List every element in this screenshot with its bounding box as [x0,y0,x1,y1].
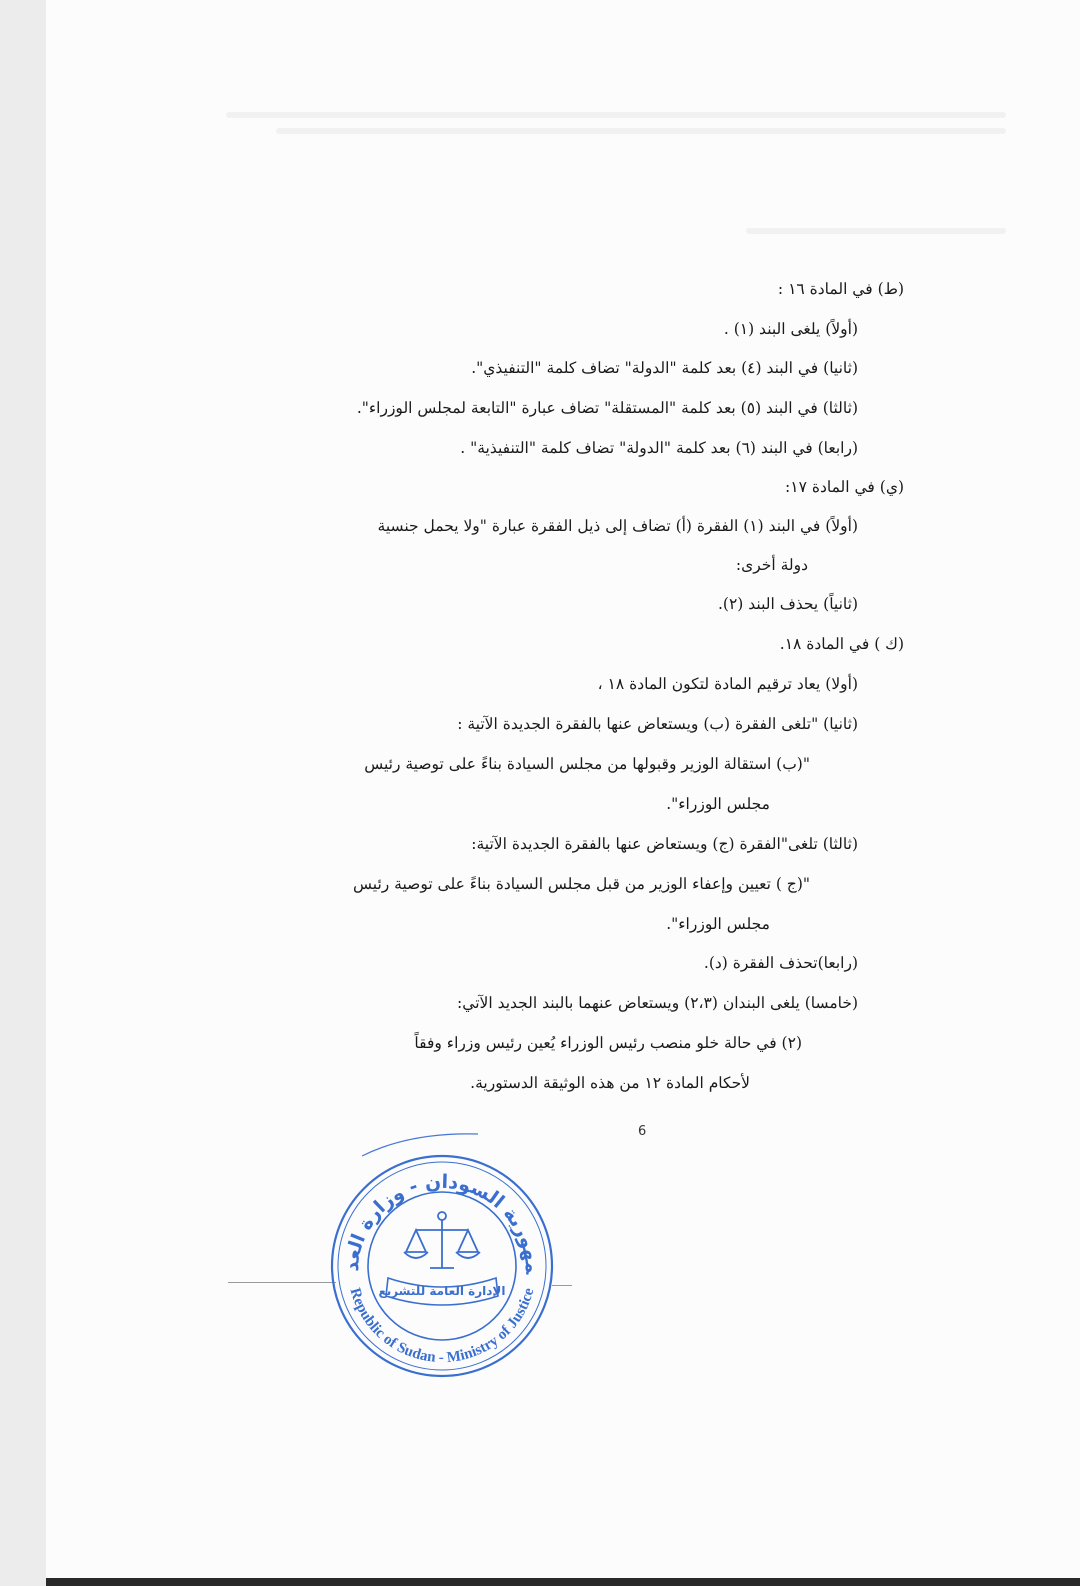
section-k-item-5: (خامسا) يلغى البندان (٢،٣) ويستعاض عنهما بالبند الجديد الآتي: [457,994,858,1012]
stamp-seal [326,1150,558,1382]
section-k-item-1: (أولا) يعاد ترقيم المادة لتكون المادة ١٨ ، [597,675,858,693]
section-y-item-2: (ثانياً) يحذف البند (٢). [717,595,858,613]
scan-bottom-edge [46,1578,1080,1586]
section-t-heading: (ط) في المادة ١٦ : [777,280,904,298]
section-y-item-1-cont: دولة أخرى: [735,556,808,574]
section-k-item-2-para: "(ب) استقالة الوزير وقبولها من مجلس السيادة بناءً على توصية رئيس [364,755,810,773]
section-k-item-5-para-cont: لأحكام المادة ١٢ من هذه الوثيقة الدستورية. [470,1074,750,1092]
stamp-english: Republic of Sudan - Ministry of Justice [346,1286,538,1367]
stamp-banner [379,1278,506,1305]
section-k-item-3-para: "(ج ) تعيين وإعفاء الوزير من قبل مجلس السيادة بناءً على توصية رئيس [353,875,810,893]
stamp-arabic-inner: الإدارة العامة للتشريع [378,1284,506,1298]
section-k-heading: (ك ) في المادة ١٨. [779,635,904,653]
section-y-heading: (ي) في المادة ١٧: [785,478,904,496]
section-t-item-4: (رابعا) في البند (٦) بعد كلمة "الدولة" تضاف كلمة "التنفيذية" . [460,439,858,457]
page-number: 6 [638,1124,647,1139]
section-k-item-4: (رابعا)تحذف الفقرة (د). [703,954,858,972]
scan-left-margin [0,0,46,1586]
section-t-item-3: (ثالثا) في البند (٥) بعد كلمة "المستقلة" تضاف عبارة "التابعة لمجلس الوزراء". [356,399,858,417]
scales-icon [404,1212,480,1268]
stamp-arabic-top: مهورية السودان - وزارة العد [340,1170,544,1275]
divider-line [228,1282,336,1283]
document-page [46,0,1080,1586]
section-t-item-2: (ثانيا) في البند (٤) بعد كلمة "الدولة" تضاف كلمة "التنفيذي". [471,359,858,377]
show-through-artifact [226,112,1006,118]
section-k-item-3-para-cont: مجلس الوزراء". [666,915,770,933]
section-k-item-3: (ثالثا) تلغى"الفقرة (ج) ويستعاض عنها بالفقرة الجديدة الآتية: [471,835,858,853]
section-k-item-5-para: (٢) في حالة خلو منصب رئيس الوزراء يُعين رئيس وزراء وفقاً [414,1034,802,1052]
section-t-item-1: (أولاً) يلغى البند (١) . [723,320,858,338]
section-k-item-2-para-cont: مجلس الوزراء". [666,795,770,813]
show-through-artifact [276,128,1006,134]
show-through-artifact [746,228,1006,234]
section-k-item-2: (ثانيا) "تلغى الفقرة (ب) ويستعاض عنها بالفقرة الجديدة الآتية : [457,715,858,733]
official-stamp [326,1150,558,1382]
section-y-item-1: (أولاً) في البند (١) الفقرة (أ) تضاف إلى ذيل الفقرة عبارة "ولا يحمل جنسية [377,517,858,535]
